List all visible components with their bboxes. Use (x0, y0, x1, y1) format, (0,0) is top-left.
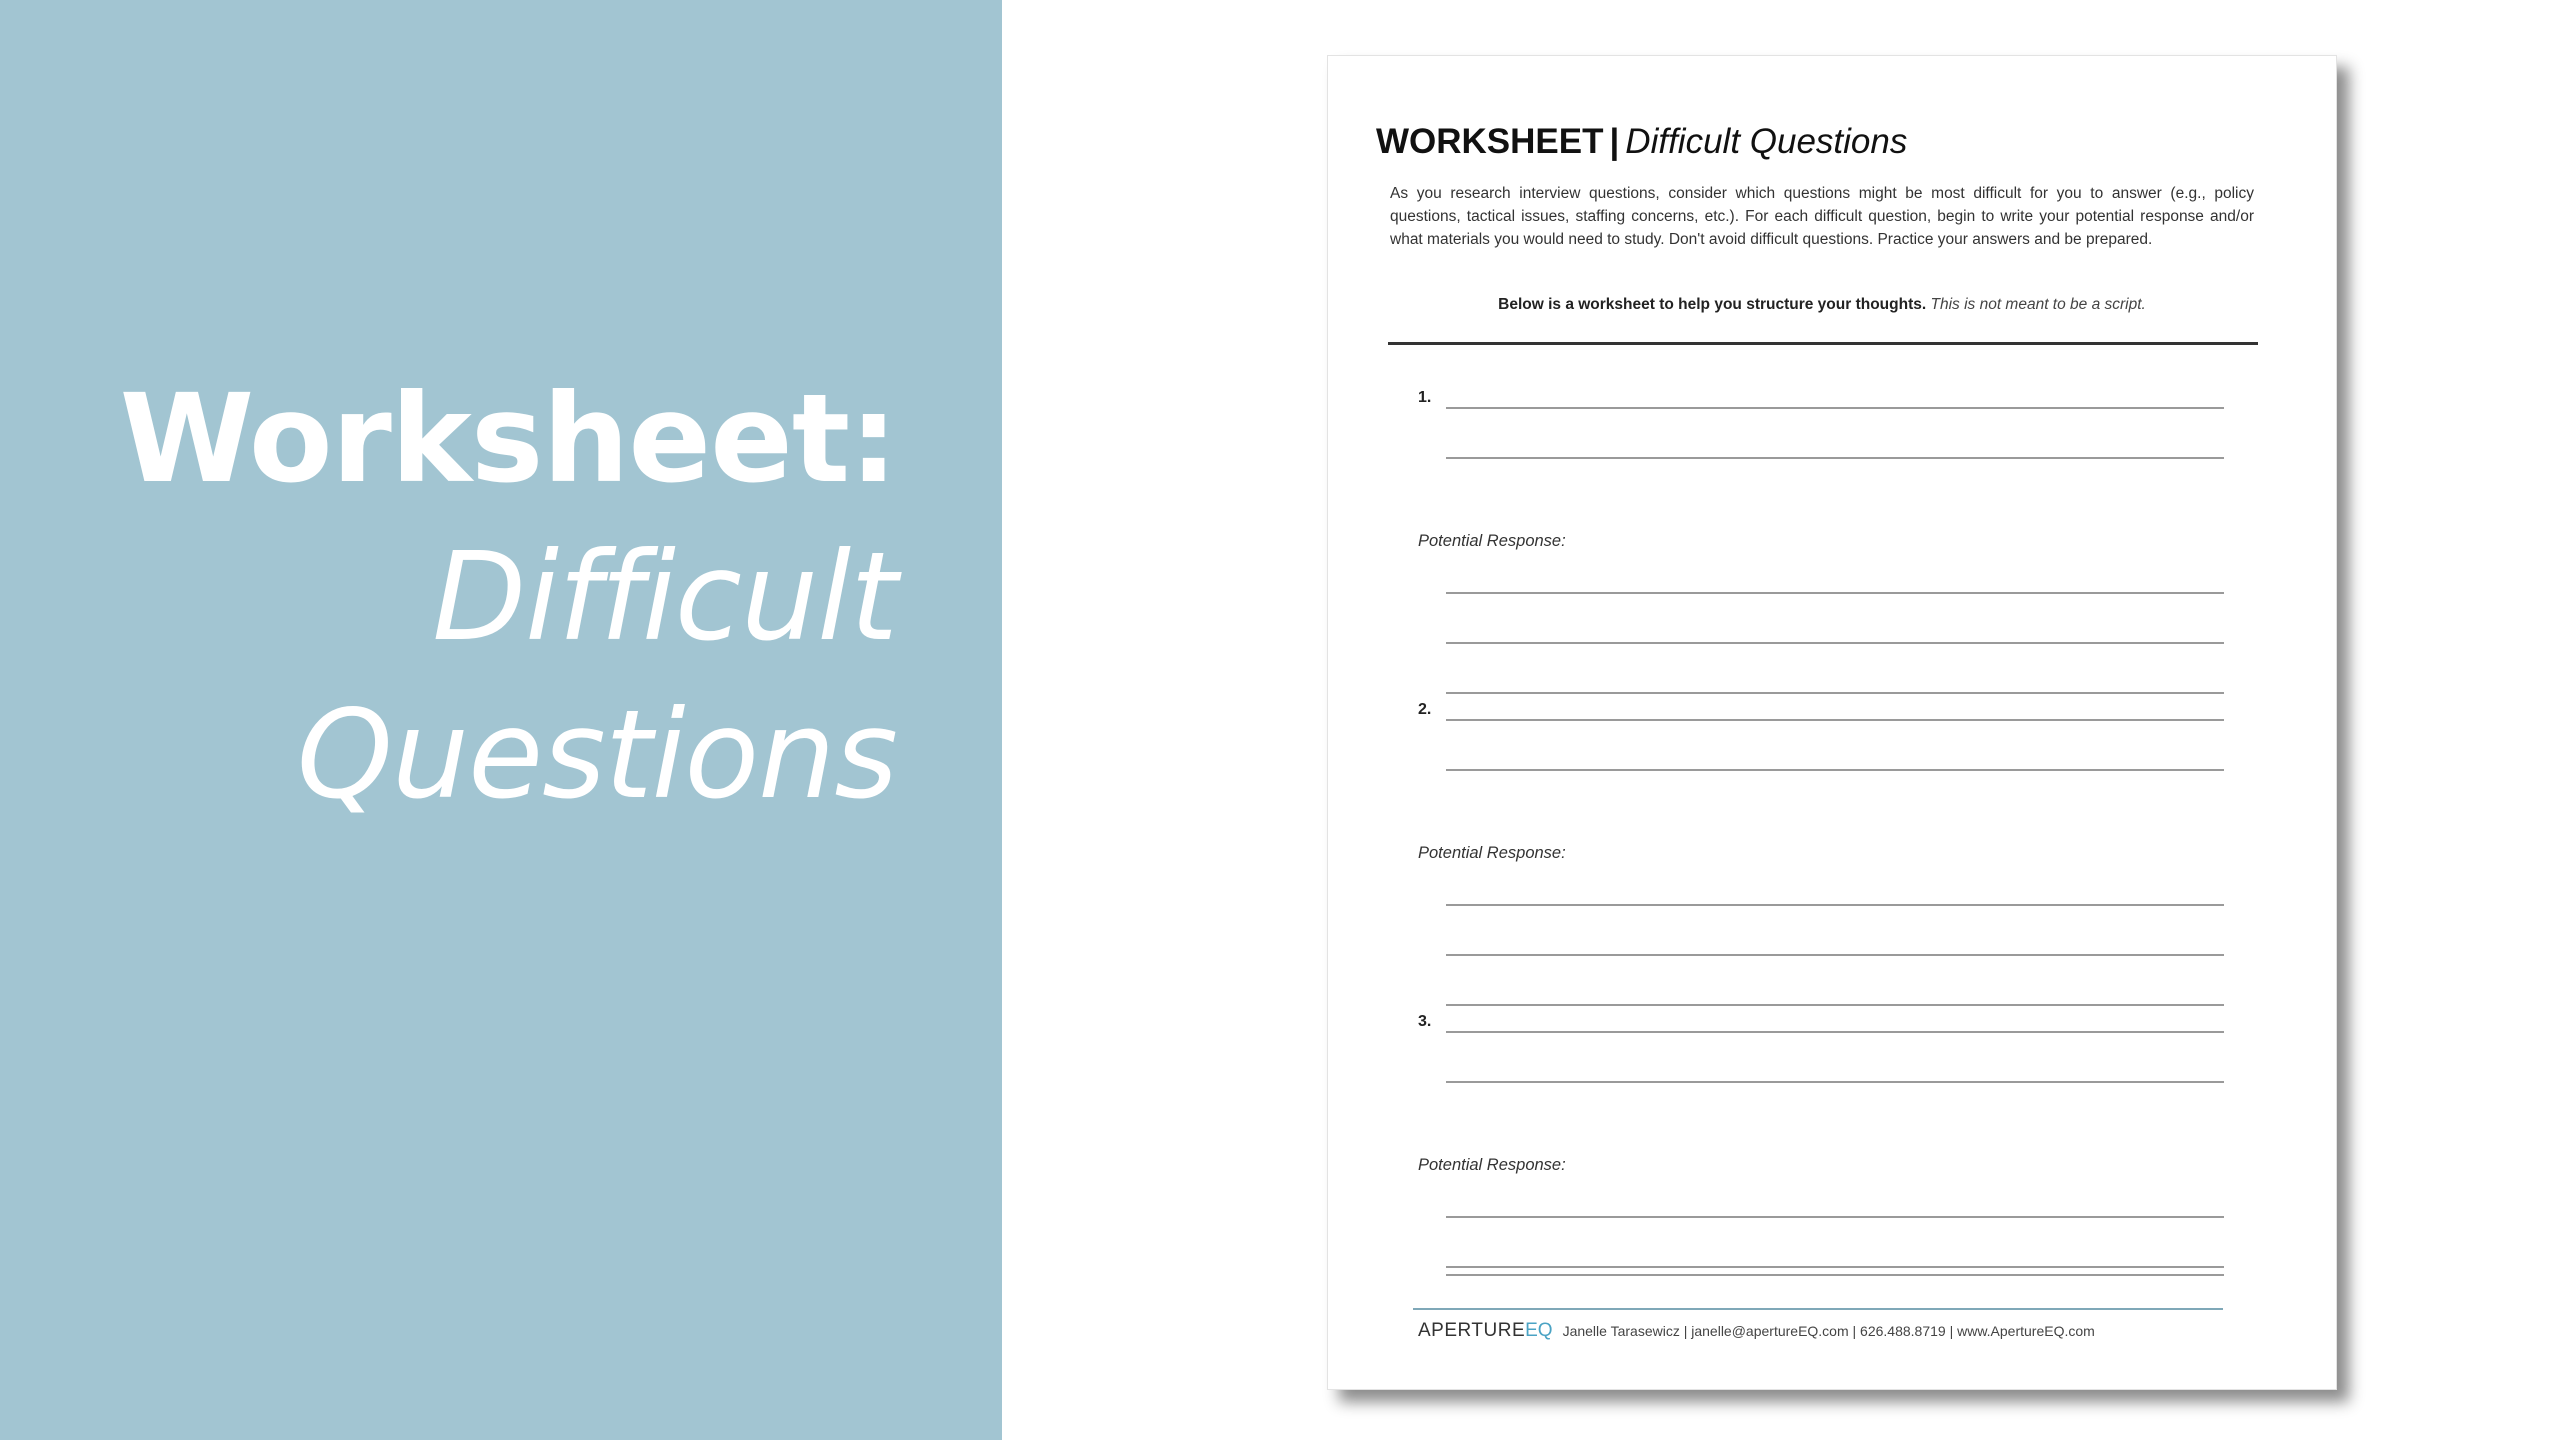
worksheet-lead-italic: This is not meant to be a script. (1930, 296, 2146, 313)
question-number: 2. (1418, 701, 1432, 718)
worksheet-intro: As you research interview questions, consider which questions might be most difficult for you to answer (e.g., policy questions, tactical issues, staffing concerns, etc.). For each difficult question, begin to write your potential response and/or what materials you would need to study. Don't avoid difficult questions. Practice your answers and be prepared. (1390, 185, 2254, 248)
potential-response-label: Potential Response: (1418, 532, 1566, 550)
response-line (1446, 692, 2224, 694)
question-block-2 (1418, 701, 2228, 1021)
slide-title-line-3: Questions (296, 684, 897, 826)
slide-title-line-2: Difficult (432, 526, 897, 668)
response-line (1446, 904, 2224, 906)
worksheet-heading (1376, 122, 1907, 162)
question-line (1446, 719, 2224, 721)
response-line (1446, 1004, 2224, 1006)
question-block-1 (1418, 389, 2228, 709)
aperture-logo-accent: EQ (1525, 1320, 1553, 1341)
worksheet-heading-separator: | (1609, 122, 1620, 161)
question-number: 1. (1418, 389, 1432, 406)
heading-divider (1388, 342, 2258, 345)
response-line (1446, 592, 2224, 594)
question-line (1446, 1081, 2224, 1083)
worksheet-page (1327, 55, 2337, 1390)
response-line (1446, 1274, 2224, 1276)
worksheet-lead-bold: Below is a worksheet to help you structure your thoughts. (1498, 296, 1927, 313)
worksheet-footer (1418, 1320, 2095, 1342)
title-panel (0, 0, 1002, 1440)
response-line (1446, 1266, 2224, 1268)
potential-response-label: Potential Response: (1418, 1156, 1566, 1174)
question-number: 3. (1418, 1013, 1432, 1030)
aperture-logo-text: APERTURE (1418, 1320, 1526, 1341)
potential-response-label: Potential Response: (1418, 844, 1566, 862)
response-line (1446, 642, 2224, 644)
question-block-3 (1418, 1013, 2228, 1333)
footer-contact-info: Janelle Tarasewicz | janelle@apertureEQ.com | 626.488.8719 | www.ApertureEQ.com (1562, 1323, 2095, 1339)
question-line (1446, 1031, 2224, 1033)
slide-title-line-1: Worksheet: (119, 368, 897, 510)
question-line (1446, 457, 2224, 459)
question-line (1446, 407, 2224, 409)
response-line (1446, 954, 2224, 956)
worksheet-heading-label: WORKSHEET (1376, 122, 1604, 161)
footer-divider (1413, 1308, 2223, 1310)
slide-title (120, 360, 897, 834)
worksheet-heading-subtitle: Difficult Questions (1625, 122, 1908, 161)
response-line (1446, 1216, 2224, 1218)
question-line (1446, 769, 2224, 771)
worksheet-lead (1390, 296, 2254, 314)
